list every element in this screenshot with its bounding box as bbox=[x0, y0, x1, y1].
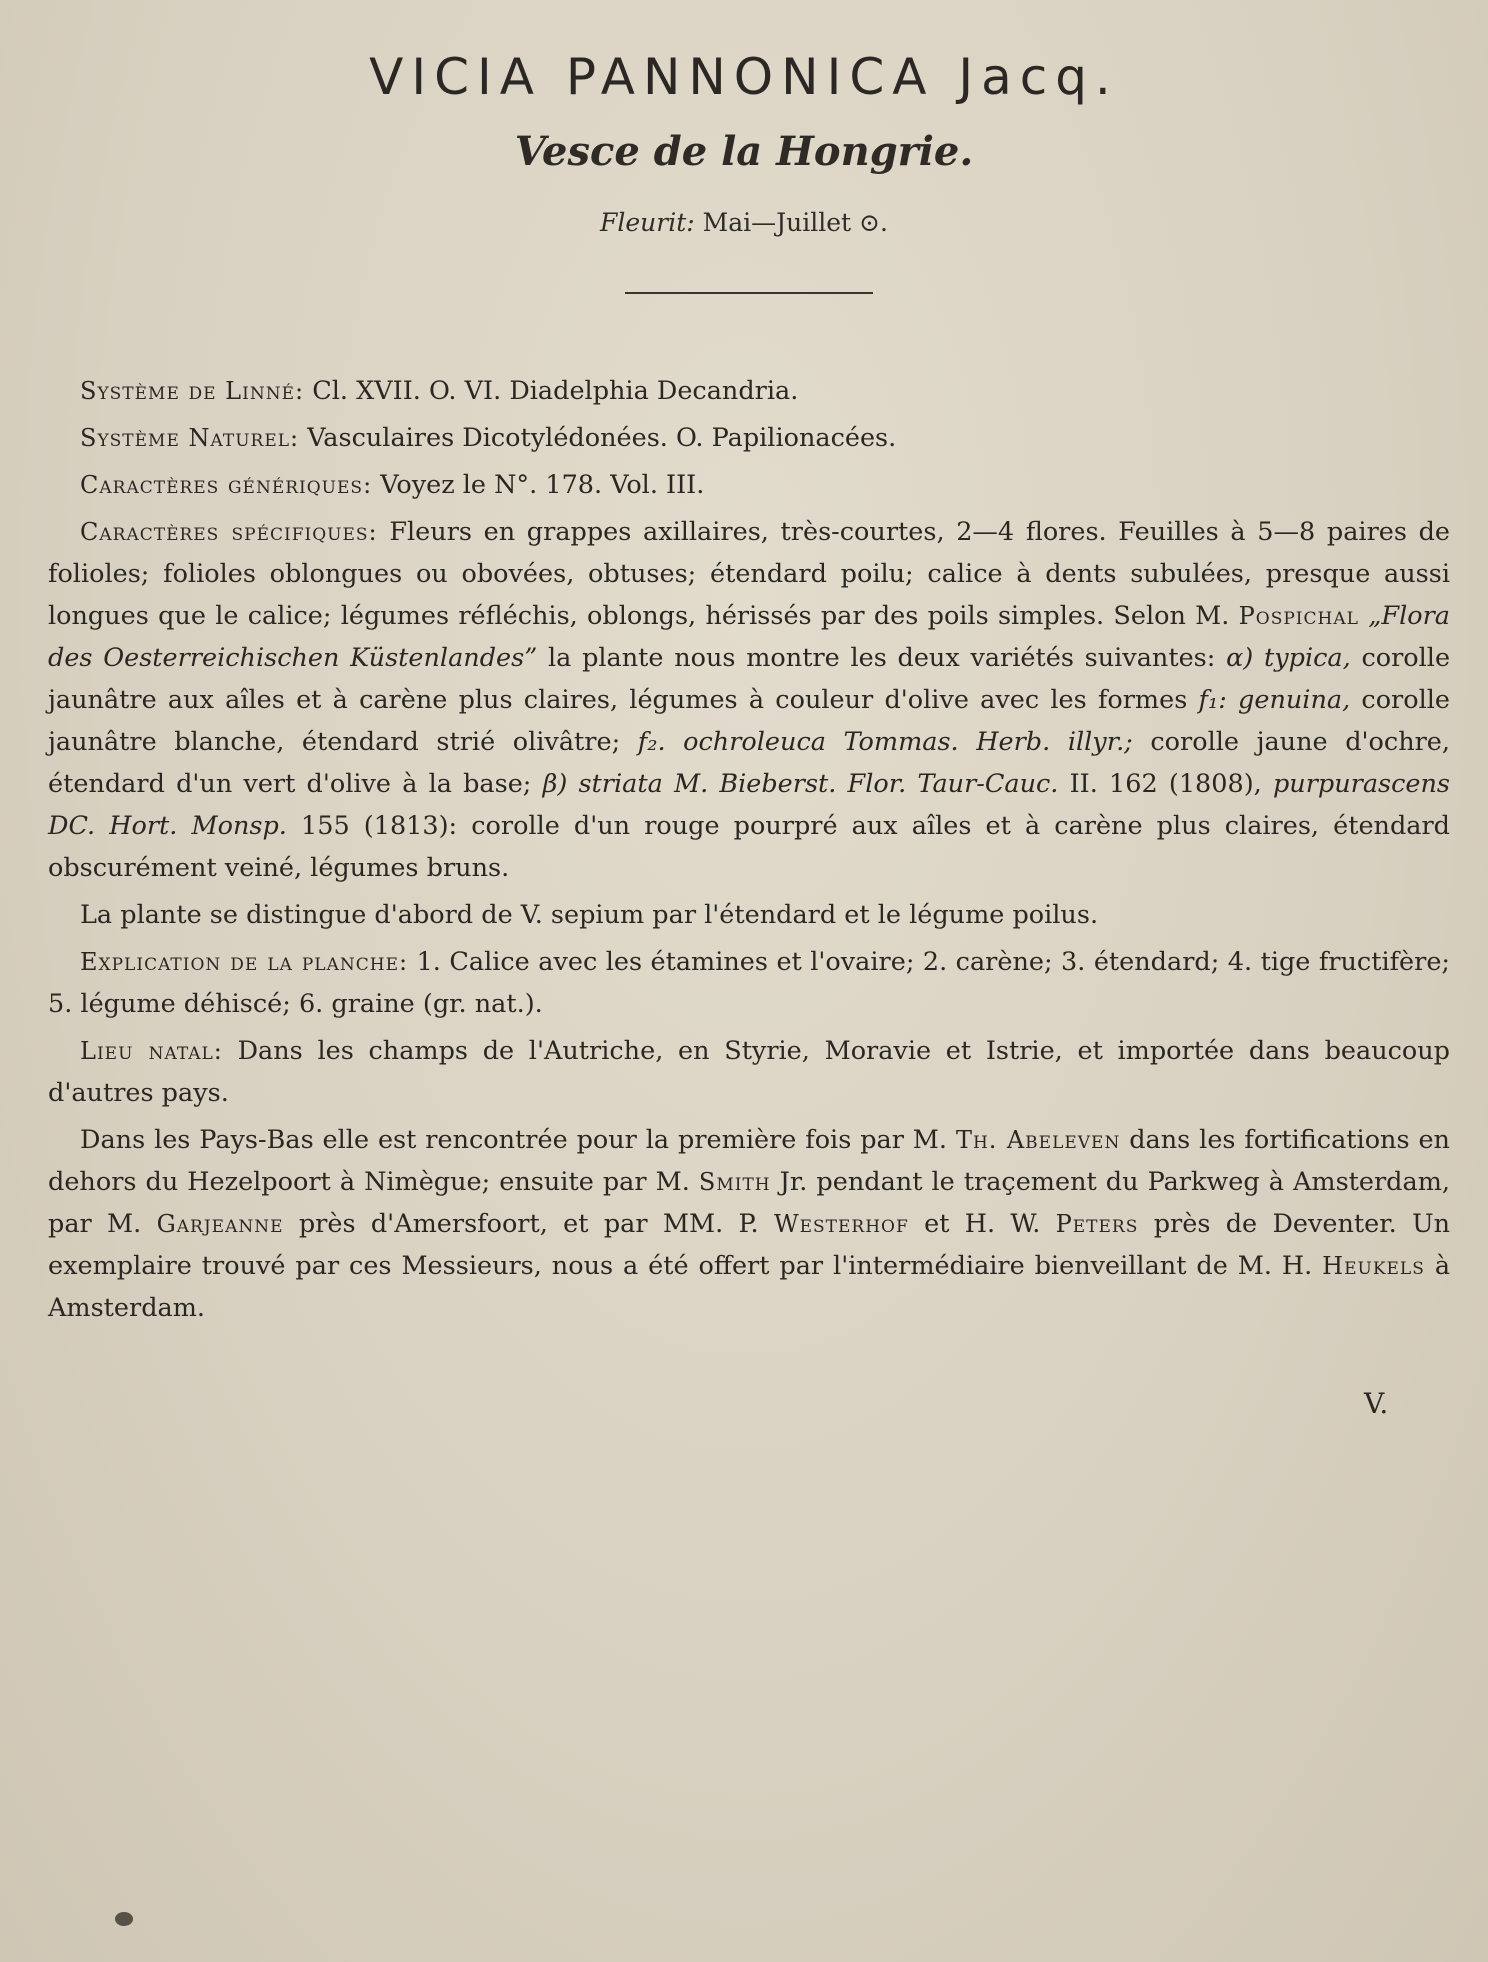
person-westerhof: Westerhof bbox=[773, 1210, 909, 1238]
form-f2: f₂. bbox=[637, 727, 666, 757]
person-abeleven: Th. Abeleven bbox=[955, 1126, 1121, 1154]
specifiques-label: Caractères spécifiques: bbox=[80, 518, 378, 546]
author-signature: V. bbox=[1364, 1387, 1389, 1420]
person-smith: Smith bbox=[698, 1168, 771, 1196]
form-ochroleuca: ochroleuca Tommas. Herb. illyr.; bbox=[683, 727, 1133, 757]
naturel-text: Vasculaires Dicotylédonées. O. Papilionacées. bbox=[307, 423, 897, 453]
author-pospichal: Pospichal bbox=[1238, 602, 1359, 630]
page-subtitle: Vesce de la Hongrie. bbox=[514, 128, 974, 175]
planche-text: 1. Calice avec les étamines et l'ovaire; 2. carène; 3. étendard; 4. tige fructifère; 5. légume déhiscé; 6. graine (gr. nat.). bbox=[48, 947, 1451, 1019]
title-divider bbox=[625, 292, 873, 294]
flowering-line bbox=[0, 208, 1488, 237]
form-f1: f₁: bbox=[1198, 685, 1227, 715]
paragraph-specifiques bbox=[48, 511, 1450, 889]
alpha-marker: α) bbox=[1226, 643, 1254, 673]
person-peters: Peters bbox=[1055, 1210, 1139, 1238]
paragraph-distinction bbox=[48, 894, 1450, 936]
form-genuina: genuina, bbox=[1238, 685, 1351, 715]
pays-text-7: à Amsterdam. bbox=[48, 1251, 1451, 1323]
specifiques-text-4: corolle jaunâtre blanche, étendard strié olivâtre; bbox=[48, 685, 1450, 757]
pays-text-3: Jr. pendant le traçement du Parkweg à Amsterdam, par M. bbox=[48, 1167, 1450, 1239]
variety-typica: typica, bbox=[1263, 643, 1351, 673]
pays-text-4: près d'Amersfoort, et par MM. P. bbox=[298, 1209, 759, 1239]
pays-text-1: Dans les Pays-Bas elle est rencontrée pour la première fois par M. bbox=[80, 1125, 948, 1155]
paragraph-generiques bbox=[48, 464, 1450, 506]
variety-striata: β) striata M. Bieberst. Flor. Taur-Cauc. bbox=[542, 769, 1059, 799]
planche-label: Explication de la planche: bbox=[80, 948, 409, 976]
specifiques-text-7: 155 (1813): corolle d'un rouge pourpré aux aîles et à carène plus claires, étendard obscurément veiné, légumes bruns. bbox=[48, 811, 1451, 883]
description-text bbox=[48, 370, 1450, 1334]
flowering-value: Mai—Juillet ⊙. bbox=[702, 208, 888, 237]
variety-purpurascens: purpurascens DC. Hort. Monsp. bbox=[48, 769, 1451, 841]
flora-reference: „Flora des Oesterreichischen Küstenlandes” bbox=[48, 601, 1450, 673]
pays-text-5: et H. W. bbox=[924, 1209, 1041, 1239]
specifiques-text-1: Fleurs en grappes axillaires, très-courtes, 2—4 flores. Feuilles à 5—8 paires de folioles; folioles oblongues ou obovées, obtuses; étendard poilu; calice à dents subulées, presque aussi longues que le calice; légumes réfléchis, oblongs, hérissés par des poils simples. Selon M. bbox=[48, 517, 1451, 631]
flowering-label: Fleurit: bbox=[600, 208, 695, 237]
paragraph-linne bbox=[48, 370, 1450, 412]
paragraph-lieu bbox=[48, 1030, 1450, 1114]
generiques-label: Caractères génériques: bbox=[80, 471, 373, 499]
linne-text: Cl. XVII. O. VI. Diadelphia Decandria. bbox=[312, 376, 799, 406]
naturel-label: Système Naturel: bbox=[80, 424, 300, 452]
specifiques-text-5: corolle jaune d'ochre, étendard d'un vert d'olive à la base; bbox=[48, 727, 1450, 799]
generiques-text: Voyez le N°. 178. Vol. III. bbox=[380, 470, 705, 500]
page-title: VICIA PANNONICA Jacq. bbox=[369, 48, 1119, 106]
lieu-text: Dans les champs de l'Autriche, en Styrie, Moravie et Istrie, et importée dans beaucoup d'autres pays. bbox=[48, 1036, 1450, 1108]
specifiques-text-6: II. 162 (1808), bbox=[1069, 769, 1262, 799]
specifiques-text-3: corolle jaunâtre aux aîles et à carène plus claires, légumes à couleur d'olive avec les formes bbox=[48, 643, 1451, 715]
paragraph-pays-bas bbox=[48, 1119, 1450, 1329]
paragraph-planche bbox=[48, 941, 1450, 1025]
person-heukels: Heukels bbox=[1322, 1252, 1425, 1280]
ink-spot bbox=[115, 1912, 133, 1926]
paragraph-naturel bbox=[48, 417, 1450, 459]
specifiques-text-2: la plante nous montre les deux variétés suivantes: bbox=[547, 643, 1216, 673]
linne-label: Système de Linné: bbox=[80, 377, 305, 405]
pays-text-6: près de Deventer. Un exemplaire trouvé par ces Messieurs, nous a été offert par l'intermédiaire bienveillant de M. H. bbox=[48, 1209, 1450, 1281]
distinction-text: La plante se distingue d'abord de V. sepium par l'étendard et le légume poilus. bbox=[80, 900, 1099, 930]
person-garjeanne: Garjeanne bbox=[156, 1210, 284, 1238]
pays-text-2: dans les fortifications en dehors du Hezelpoort à Nimègue; ensuite par M. bbox=[48, 1125, 1450, 1197]
lieu-label: Lieu natal: bbox=[80, 1037, 223, 1065]
